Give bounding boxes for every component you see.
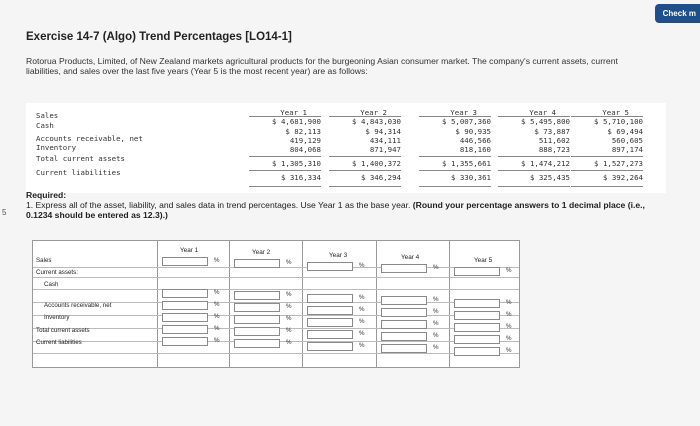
trend-percentage-answer-table [32, 240, 520, 368]
trend-input-row5-year1[interactable] [162, 313, 208, 322]
percent-sign: % [433, 264, 439, 271]
data-cell-year2-cl: $ 346,294 [360, 173, 401, 182]
trend-input-row6-year2[interactable] [234, 327, 280, 336]
trend-input-row3-year4[interactable] [381, 296, 427, 305]
trend-input-row3-year2[interactable] [234, 291, 280, 300]
percent-sign: % [433, 296, 439, 303]
percent-sign: % [286, 303, 292, 310]
data-cell-year1-cl: $ 316,334 [280, 173, 321, 182]
answer-year-header-5: Year 5 [474, 257, 493, 264]
data-rule-year5 [571, 156, 643, 157]
data-rule-year3 [419, 116, 491, 117]
data-cell-year3-cash: $ 90,935 [455, 127, 491, 136]
data-row-label-inventory: Inventory [36, 143, 77, 152]
percent-sign: % [214, 313, 220, 320]
percent-sign: % [433, 344, 439, 351]
percent-sign: % [506, 267, 512, 274]
percent-sign: % [286, 259, 292, 266]
answer-column-divider [449, 241, 450, 367]
data-cell-year1-ar: 419,129 [289, 136, 321, 145]
percent-sign: % [214, 257, 220, 264]
trend-input-row4-year5[interactable] [454, 311, 500, 320]
percent-sign: % [359, 342, 365, 349]
percent-sign: % [506, 347, 512, 354]
answer-row-divider [33, 277, 519, 278]
answer-row-label-2: Current assets: [36, 269, 78, 276]
data-rule-year4 [498, 186, 570, 187]
percent-sign: % [433, 320, 439, 327]
data-row-label-ar: Accounts receivable, net [36, 134, 143, 143]
required-section [26, 190, 666, 220]
percent-sign: % [433, 308, 439, 315]
intro-text: Rotorua Products, Limited, of New Zealand markets agricultural products for the burgeoning Asian consumer market. The company's current assets, current liabilities, and sales over the last five years (Year 5 is the most recent year) are as follows: [26, 56, 618, 76]
required-instruction: 1. Express all of the asset, liability, and sales data in trend percentages. Use Year 1 as the base year. (Round your percentage answers to 1 decimal place (i.e., 0.1234 should be entered as 12.3).) [26, 200, 645, 220]
trend-input-row4-year3[interactable] [307, 306, 353, 315]
exercise-title: Exercise 14-7 (Algo) Trend Percentages [LO14-1] [26, 31, 292, 43]
data-cell-year4-cl: $ 325,435 [529, 173, 570, 182]
check-my-work-button[interactable]: Check m [655, 4, 700, 23]
data-cell-year2-cash: $ 94,314 [365, 127, 401, 136]
trend-input-row3-year1[interactable] [162, 289, 208, 298]
data-cell-year4-total_ca: $ 1,474,212 [521, 159, 570, 168]
trend-input-row4-year1[interactable] [162, 301, 208, 310]
trend-input-row6-year4[interactable] [381, 332, 427, 341]
data-rule-year3 [419, 156, 491, 157]
trend-input-row5-year3[interactable] [307, 318, 353, 327]
data-row-label-cl: Current liabilities [36, 168, 121, 177]
data-rule-year5 [571, 186, 643, 187]
answer-row-label-4: Accounts receivable, net [44, 302, 112, 309]
data-cell-year1-cash: $ 82,113 [285, 127, 321, 136]
percent-sign: % [506, 299, 512, 306]
data-cell-year4-header: Year 4 [529, 108, 556, 117]
data-rule-year1 [249, 156, 321, 157]
answer-year-header-2: Year 2 [252, 249, 271, 256]
trend-input-row7-year4[interactable] [381, 344, 427, 353]
percent-sign: % [286, 327, 292, 334]
data-cell-year5-total_ca: $ 1,527,273 [594, 159, 643, 168]
answer-year-header-1: Year 1 [180, 247, 199, 254]
answer-column-divider [229, 241, 230, 367]
data-row-label-total-ca: Total current assets [36, 154, 125, 163]
side-question-number: 5 [2, 208, 7, 217]
answer-column-divider [376, 241, 377, 367]
data-rule-year3 [419, 186, 491, 187]
data-cell-year2-sales: $ 4,843,030 [352, 117, 401, 126]
required-heading: Required: [26, 190, 67, 200]
data-rule-year2 [329, 170, 401, 171]
data-cell-year4-inventory: 888,723 [538, 145, 570, 154]
percent-sign: % [359, 330, 365, 337]
data-cell-year1-header: Year 1 [280, 108, 307, 117]
data-rule-year1 [249, 186, 321, 187]
trend-input-row1-year4[interactable] [381, 264, 427, 273]
trend-input-row5-year5[interactable] [454, 323, 500, 332]
data-cell-year2-ar: 434,111 [369, 136, 401, 145]
answer-column-divider [302, 241, 303, 367]
percent-sign: % [214, 301, 220, 308]
data-rule-year5 [571, 170, 643, 171]
data-cell-year2-header: Year 2 [360, 108, 387, 117]
data-cell-year1-inventory: 804,068 [289, 145, 321, 154]
trend-input-row6-year5[interactable] [454, 335, 500, 344]
trend-input-row7-year1[interactable] [162, 337, 208, 346]
trend-input-row1-year1[interactable] [162, 257, 208, 266]
data-rule-year2 [329, 186, 401, 187]
data-cell-year1-sales: $ 4,681,900 [272, 117, 321, 126]
data-cell-year3-sales: $ 5,007,360 [442, 117, 491, 126]
data-cell-year3-total_ca: $ 1,355,661 [442, 159, 491, 168]
data-cell-year2-total_ca: $ 1,400,372 [352, 159, 401, 168]
data-row-label-sales: Sales [36, 111, 59, 120]
percent-sign: % [359, 294, 365, 301]
answer-year-header-3: Year 3 [329, 252, 348, 259]
data-cell-year3-header: Year 3 [450, 108, 477, 117]
percent-sign: % [433, 332, 439, 339]
answer-column-divider [157, 241, 158, 367]
answer-row-divider [33, 289, 519, 290]
data-rule-year5 [571, 116, 643, 117]
data-rule-year2 [329, 116, 401, 117]
data-rule-year1 [249, 170, 321, 171]
data-cell-year5-cl: $ 392,264 [602, 173, 643, 182]
data-cell-year3-ar: 446,566 [459, 136, 491, 145]
data-cell-year5-header: Year 5 [602, 108, 629, 117]
data-rule-year3 [419, 170, 491, 171]
trend-input-row5-year4[interactable] [381, 320, 427, 329]
trend-input-row3-year5[interactable] [454, 299, 500, 308]
data-cell-year2-inventory: 871,947 [369, 145, 401, 154]
data-rule-year4 [498, 170, 570, 171]
data-cell-year4-cash: $ 73,887 [534, 127, 570, 136]
answer-row-label-1: Sales [36, 257, 52, 264]
percent-sign: % [214, 325, 220, 332]
percent-sign: % [359, 262, 365, 269]
trend-input-row7-year5[interactable] [454, 347, 500, 356]
percent-sign: % [286, 315, 292, 322]
answer-row-label-6: Total current assets [36, 327, 90, 334]
data-cell-year4-ar: 511,602 [538, 136, 570, 145]
trend-input-row6-year1[interactable] [162, 325, 208, 334]
data-cell-year4-sales: $ 5,495,800 [521, 117, 570, 126]
answer-row-label-7: Current liabilities [36, 339, 82, 346]
data-cell-year5-cash: $ 69,494 [607, 127, 643, 136]
trend-input-row4-year2[interactable] [234, 303, 280, 312]
data-cell-year3-inventory: 818,160 [459, 145, 491, 154]
data-cell-year5-inventory: 897,174 [611, 145, 643, 154]
data-rule-year2 [329, 156, 401, 157]
percent-sign: % [286, 291, 292, 298]
percent-sign: % [359, 318, 365, 325]
trend-input-row7-year3[interactable] [307, 342, 353, 351]
trend-input-row1-year3[interactable] [307, 262, 353, 271]
data-rule-year4 [498, 156, 570, 157]
trend-input-row7-year2[interactable] [234, 339, 280, 348]
data-cell-year1-total_ca: $ 1,305,310 [272, 159, 321, 168]
percent-sign: % [506, 311, 512, 318]
data-cell-year5-ar: 560,605 [611, 136, 643, 145]
percent-sign: % [286, 339, 292, 346]
trend-input-row4-year4[interactable] [381, 308, 427, 317]
answer-year-header-4: Year 4 [401, 254, 420, 261]
answer-row-label-5: Inventory [44, 314, 70, 321]
data-rule-year1 [249, 116, 321, 117]
percent-sign: % [214, 289, 220, 296]
answer-row-label-3: Cash [44, 281, 59, 288]
trend-input-row6-year3[interactable] [307, 330, 353, 339]
data-cell-year5-sales: $ 5,710,100 [594, 117, 643, 126]
trend-input-row1-year2[interactable] [234, 259, 280, 268]
answer-row-divider [33, 353, 519, 354]
trend-input-row3-year3[interactable] [307, 294, 353, 303]
data-rule-year4 [498, 116, 570, 117]
data-cell-year3-cl: $ 330,361 [450, 173, 491, 182]
data-row-label-cash: Cash [36, 121, 54, 130]
trend-input-row1-year5[interactable] [454, 267, 500, 276]
percent-sign: % [359, 306, 365, 313]
percent-sign: % [506, 335, 512, 342]
percent-sign: % [214, 337, 220, 344]
percent-sign: % [506, 323, 512, 330]
trend-input-row5-year2[interactable] [234, 315, 280, 324]
